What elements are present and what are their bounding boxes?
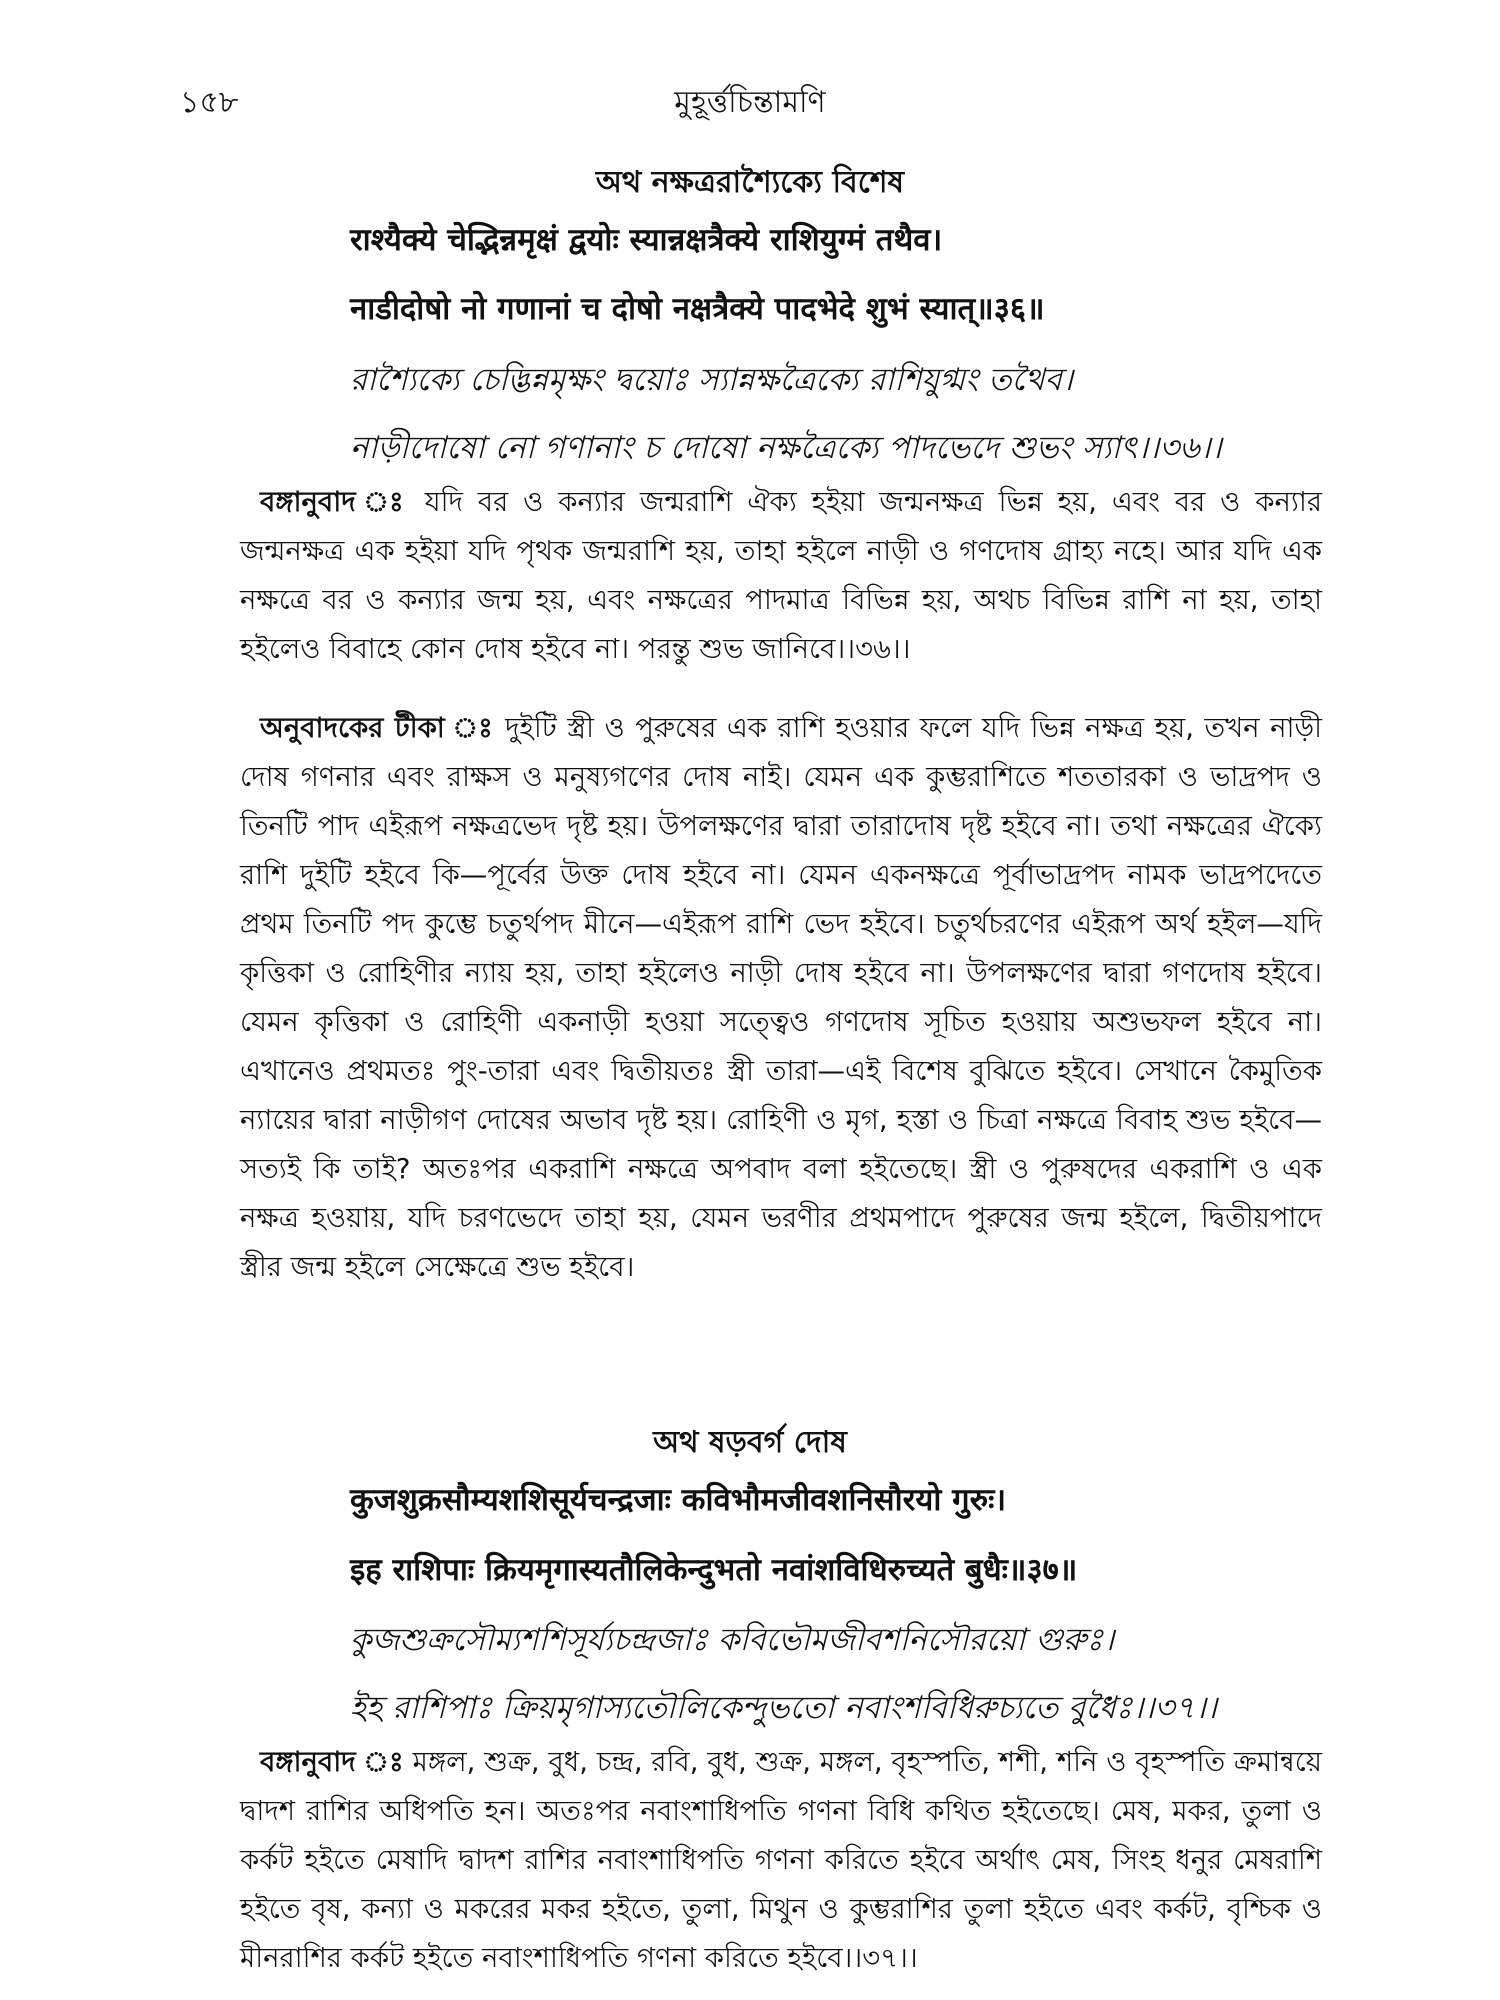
translation-text: যদি বর ও কন্যার জন্মরাশি ঐক্য হইয়া জন্মনক্ষত্র ভিন্ন হয়, এবং বর ও কন্যার জন্মনক্ষত্র এক হইয়া যদি পৃথক জন্মরাশি হয়, তাহা হইলে নাড়ী ও গণদোষ গ্রাহ্য নহে। আর যদি এক নক্ষত্রে বর ও কন্যার জন্ম হয়, এবং নক্ষত্রের পাদমাত্র বিভিন্ন হয়, অথচ বিভিন্ন রাশি না হয়, তাহা হইলেও বিবাহে কোন দোষ হইবে না। পরন্তু শুভ জানিবে।।৩৬।। [240, 486, 1322, 665]
translation-text: মঙ্গল, শুক্র, বুধ, চন্দ্র, রবি, বুধ, শুক্র, মঙ্গল, বৃহস্পতি, শশী, শনি ও বৃহস্পতি ক্রমান্বয়ে দ্বাদশ রাশির অধিপতি হন। অতঃপর নবাংশাধিপতি গণনা বিধি কথিত হইতেছে। মেষ, মকর, তুলা ও কর্কট হইতে মেষাদি দ্বাদশ রাশির নবাংশাধিপতি গণনা করিতে হইবে অর্থাৎ মেষ, সিংহ ধনুর মেষরাশি হইতে বৃষ, কন্যা ও মকরের মকর হইতে, তুলা, মিথুন ও কুম্ভরাশির তুলা হইতে এবং কর্কট, বৃশ্চিক ও মীনরাশির কর্কট হইতে নবাংশাধিপতি গণনা করিতে হইবে।।৩৭।। [240, 1746, 1323, 1974]
translation-label: বঙ্গানুবাদ ঃ [260, 486, 410, 518]
commentary-paragraph [240, 704, 1322, 1292]
translation-paragraph [240, 478, 1322, 674]
running-title: মুহূর্ত্তচিন্তামণি [674, 85, 826, 120]
transliterated-verse-line: নাড়ীদোষো নো গণানাং চ দোষো নক্ষত্রৈক্যে পাদভেদে শুভং স্যাৎ।।৩৬।। [350, 430, 1222, 466]
commentary-label: অনুবাদকের টীকা ঃ [260, 712, 495, 744]
sanskrit-verse-line: कुजशुक्रसौम्यशशिसूर्यचन्द्रजाः कविभौमजीवशनिसौरयो गुरुः। [350, 1482, 1007, 1518]
commentary-text: দুইটি স্ত্রী ও পুরুষের এক রাশি হওয়ার ফলে যদি ভিন্ন নক্ষত্র হয়, তখন নাড়ী দোষ গণনার এবং রাক্ষস ও মনুষ্যগণের দোষ নাই। যেমন এক কুম্ভরাশিতে শততারকা ও ভাদ্রপদ ও তিনটি পাদ এইরূপ নক্ষত্রভেদ দৃষ্ট হয়। উপলক্ষণের দ্বারা তারাদোষ দৃষ্ট হইবে না। তথা নক্ষত্রের ঐক্যে রাশি দুইটি হইবে কি—পূর্বের উক্ত দোষ হইবে না। যেমন একনক্ষত্রে পূর্বাভাদ্রপদ নামক ভাদ্রপদেতে প্রথম তিনটি পদ কুম্ভে চতুর্থপদ মীনে—এইরূপ রাশি ভেদ হইবে। চতুর্থচরণের এইরূপ অর্থ হইল—যদি কৃত্তিকা ও রোহিণীর ন্যায় হয়, তাহা হইলেও নাড়ী দোষ হইবে না। উপলক্ষণের দ্বারা গণদোষ হইবে। যেমন কৃত্তিকা ও রোহিণী একনাড়ী হওয়া সত্ত্বেও গণদোষ সূচিত হওয়ায় অশুভফল হইবে না। এখানেও প্রথমতঃ পুং-তারা এবং দ্বিতীয়তঃ স্ত্রী তারা—এই বিশেষ বুঝিতে হইবে। সেখানে কৈমুতিক ন্যায়ের দ্বারা নাড়ীগণ দোষের অভাব দৃষ্ট হয়। রোহিণী ও মৃগ, হস্তা ও চিত্রা নক্ষত্রে বিবাহ শুভ হইবে—সত্যই কি তাই? অতঃপর একরাশি নক্ষত্রে অপবাদ বলা হইতেছে। স্ত্রী ও পুরুষদের একরাশি ও এক নক্ষত্র হওয়ায়, যদি চরণভেদে তাহা হয়, যেমন ভরণীর প্রথমপাদে পুরুষের জন্ম হইলে, দ্বিতীয়পাদে স্ত্রীর জন্ম হইলে সেক্ষেত্রে শুভ হইবে। [240, 712, 1322, 1283]
section-heading: অথ নক্ষত্ররাশ্যৈক্যে বিশেষ [595, 165, 905, 200]
transliterated-verse-line: ইহ রাশিপাঃ ক্রিয়মৃগাস্যতৌলিকেন্দুভতো নবাংশবিধিরুচ্যতে বুধৈঃ।।৩৭।। [350, 1690, 1217, 1726]
page-number: ১৫৮ [180, 85, 239, 120]
sanskrit-verse-line: नाडीदोषो नो गणानां च दोषो नक्षत्रैक्ये पादभेदे शुभं स्यात्॥३६॥ [350, 291, 1045, 327]
translation-label: বঙ্গানুবাদ ঃ [260, 1746, 404, 1778]
section-heading: অথ ষড়বর্গ দোষ [653, 1425, 847, 1460]
translation-paragraph [240, 1738, 1322, 1983]
transliterated-verse-line: কুজশুক্রসৌম্যশশিসূর্য্যচন্দ্রজাঃ কবিভৌমজীবশনিসৌরয়ো গুরুঃ। [350, 1622, 1115, 1658]
page-header [180, 78, 1320, 122]
transliterated-verse-line: রাশ্যৈক্যে চেদ্ভিন্নমৃক্ষং দ্বয়োঃ স্যান্নক্ষত্রৈক্যে রাশিযুগ্মং তথৈব। [350, 362, 1073, 398]
sanskrit-verse-line: राश्यैक्ये चेद्भिन्नमृक्षं द्वयोः स्यान्नक्षत्रैक्ये राशियुग्मं तथैव। [350, 222, 943, 258]
sanskrit-verse-line: इह राशिपाः क्रियमृगास्यतौलिकेन्दुभतो नवांशविधिरुच्यते बुधैः॥३७॥ [350, 1552, 1078, 1588]
